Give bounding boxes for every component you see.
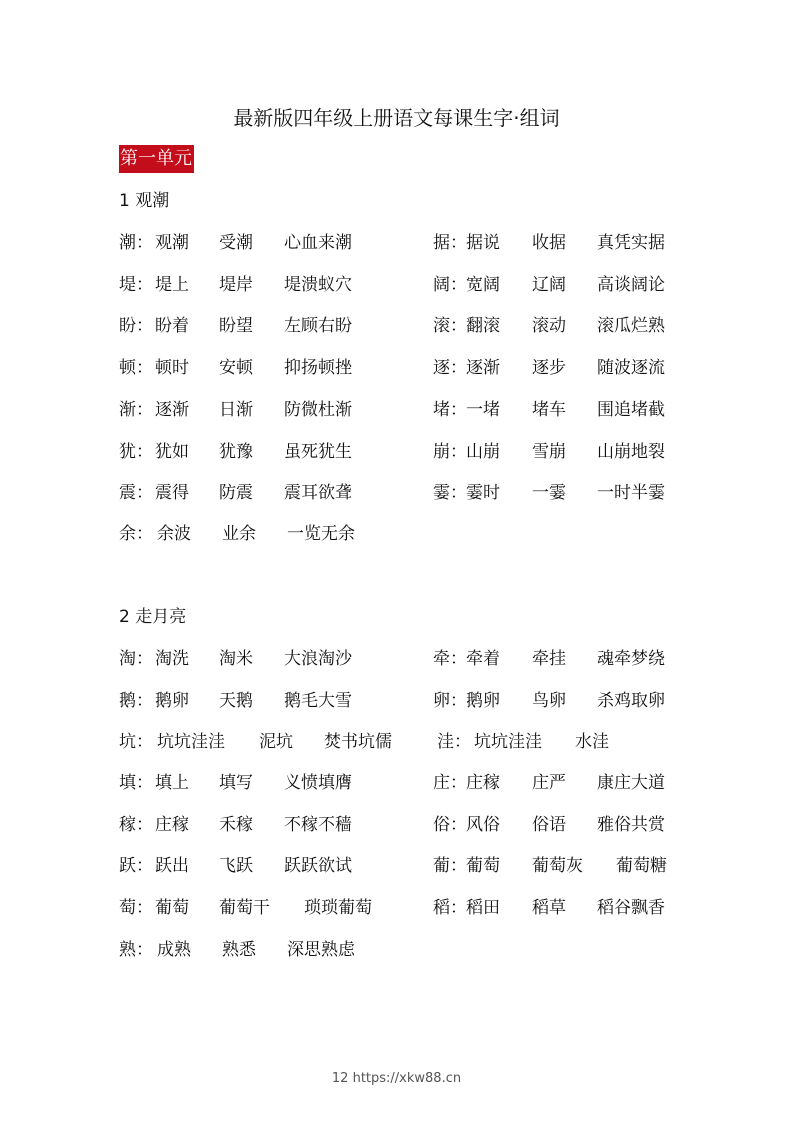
- entry-right-word: 翻滚: [466, 316, 500, 337]
- entry-right-char: 据：: [433, 233, 467, 253]
- entry-right-word: 一时半霎: [597, 483, 665, 504]
- entry-right-word: 稻田: [466, 898, 500, 919]
- entry-left-char: 稼：: [119, 814, 153, 835]
- entry-left-word: 填写: [219, 773, 253, 793]
- entry-left-word: 顿时: [155, 358, 189, 379]
- entry-right-char: 逐：: [433, 358, 467, 379]
- entry-right-word: 稻草: [532, 898, 566, 919]
- entry-left-word: 淘米: [219, 649, 253, 669]
- entry-left-word: 鹅卵: [155, 690, 189, 711]
- entry-right-char: 崩：: [433, 441, 467, 462]
- entry-right-word: 鸟卵: [532, 690, 566, 711]
- entry-right-char: 稻：: [433, 898, 467, 919]
- lesson-2-heading: 2 走月亮: [119, 607, 187, 627]
- entry-right-word: 滚动: [532, 316, 566, 337]
- entry-right-word: 辽阔: [532, 274, 566, 295]
- entry-right-word: 逐渐: [466, 358, 500, 379]
- entry-right-char: 庄：: [433, 773, 467, 793]
- entry-extra-word: 一览无余: [287, 524, 355, 544]
- entry-right-word: 一堵: [466, 399, 500, 420]
- entry-right-char: 牵：: [433, 649, 467, 669]
- entry-left-word: 震耳欲聋: [284, 483, 352, 504]
- entry-right-word: 山崩: [466, 441, 500, 462]
- entry-right-word: 滚瓜烂熟: [597, 316, 665, 337]
- entry-right-char: 卵：: [433, 690, 467, 711]
- entry-left-word: 跃出: [155, 856, 189, 877]
- entry-right-word: 宽阔: [466, 274, 500, 295]
- entry-left-char: 萄：: [119, 898, 153, 919]
- entry-left-word: 大浪淘沙: [284, 649, 352, 669]
- entry-left-char: 鹅：: [119, 690, 153, 711]
- entry-wide-word: 坑坑洼洼: [157, 732, 225, 752]
- entry-left-char: 顿：: [119, 358, 153, 379]
- entry-left-word: 葡萄: [155, 898, 189, 919]
- entry-extra-word: 业余: [222, 524, 256, 544]
- entry-left-char: 潮：: [119, 233, 153, 253]
- entry-right-word: 葡萄糖: [616, 856, 667, 877]
- entry-left-word: 葡萄干: [219, 898, 270, 919]
- entry-left-word: 禾稼: [219, 814, 253, 835]
- entry-left-word: 鹅毛大雪: [284, 690, 352, 711]
- entry-right-word: 随波逐流: [597, 358, 665, 379]
- entry-extra-char: 熟：: [119, 940, 153, 960]
- entry-right-char: 阔：: [433, 274, 467, 295]
- entry-right-word: 堵车: [532, 399, 566, 420]
- entry-left-char: 犹：: [119, 441, 153, 462]
- entry-right-char: 堵：: [433, 399, 467, 420]
- entry-left-word: 淘洗: [155, 649, 189, 669]
- entry-right-word: 庄稼: [466, 773, 500, 793]
- entry-left-word: 犹如: [155, 441, 189, 462]
- entry-right-word: 稻谷飘香: [597, 898, 665, 919]
- entry-left-word: 庄稼: [155, 814, 189, 835]
- page-title: 最新版四年级上册语文每课生字·组词: [233, 106, 560, 130]
- entry-right-char: 葡：: [433, 856, 467, 877]
- entry-left-word: 飞跃: [219, 856, 253, 877]
- entry-left-word: 安顿: [219, 358, 253, 379]
- entry-extra-char: 余：: [119, 524, 153, 544]
- entry-right-word: 收据: [532, 233, 566, 253]
- entry-left-word: 日渐: [219, 399, 253, 420]
- entry-extra-word: 熟悉: [222, 940, 256, 960]
- entry-left-word: 跃跃欲试: [284, 856, 352, 877]
- entry-left-word: 义愤填膺: [284, 773, 352, 793]
- entry-left-word: 逐渐: [155, 399, 189, 420]
- entry-left-char: 填：: [119, 773, 153, 793]
- entry-right-word: 真凭实据: [597, 233, 665, 253]
- entry-right-word: 牵挂: [532, 649, 566, 669]
- entry-left-word: 盼着: [155, 316, 189, 337]
- entry-left-word: 防震: [219, 483, 253, 504]
- entry-left-char: 盼：: [119, 316, 153, 337]
- entry-left-char: 堤：: [119, 274, 153, 295]
- entry-right-word: 据说: [466, 233, 500, 253]
- entry-left-char: 渐：: [119, 399, 153, 420]
- unit-label: 第一单元: [119, 145, 194, 173]
- entry-left-word: 盼望: [219, 316, 253, 337]
- entry-right-word: 霎时: [466, 483, 500, 504]
- entry-right-word: 风俗: [466, 814, 500, 835]
- entry-right-word: 高谈阔论: [597, 274, 665, 295]
- entry-extra-word: 余波: [157, 524, 191, 544]
- entry-right-char: 俗：: [433, 814, 467, 835]
- entry-right-word: 庄严: [532, 773, 566, 793]
- entry-wide-word: 泥坑: [259, 732, 293, 752]
- entry-wide-char: 洼：: [437, 732, 471, 752]
- entry-left-word: 心血来潮: [284, 233, 352, 253]
- entry-left-word: 填上: [155, 773, 189, 793]
- entry-left-word: 左顾右盼: [284, 316, 352, 337]
- entry-right-word: 魂牵梦绕: [597, 649, 665, 669]
- entry-left-word: 观潮: [155, 233, 189, 253]
- entry-left-word: 堤溃蚁穴: [284, 274, 352, 295]
- entry-right-word: 杀鸡取卵: [597, 690, 665, 711]
- entry-wide-word: 焚书坑儒: [324, 732, 392, 752]
- entry-right-char: 霎：: [433, 483, 467, 504]
- entry-right-word: 雪崩: [532, 441, 566, 462]
- entry-right-word: 康庄大道: [597, 773, 665, 793]
- entry-right-word: 葡萄: [466, 856, 500, 877]
- entry-left-char: 跃：: [119, 856, 153, 877]
- entry-right-word: 俗语: [532, 814, 566, 835]
- entry-left-char: 淘：: [119, 649, 153, 669]
- entry-left-word: 抑扬顿挫: [284, 358, 352, 379]
- entry-wide-char: 坑：: [119, 732, 153, 752]
- entry-left-char: 震：: [119, 483, 153, 504]
- entry-left-word: 堤岸: [219, 274, 253, 295]
- entry-wide-word: 水洼: [575, 732, 609, 752]
- entry-wide-word: 坑坑洼洼: [474, 732, 542, 752]
- entry-right-char: 滚：: [433, 316, 467, 337]
- entry-left-word: 防微杜渐: [284, 399, 352, 420]
- entry-right-word: 雅俗共赏: [597, 814, 665, 835]
- entry-right-word: 鹅卵: [466, 690, 500, 711]
- entry-right-word: 逐步: [532, 358, 566, 379]
- entry-left-word: 不稼不穑: [284, 814, 352, 835]
- entry-left-word: 虽死犹生: [284, 441, 352, 462]
- entry-left-word: 琐琐葡萄: [304, 898, 372, 919]
- entry-left-word: 震得: [155, 483, 189, 504]
- entry-right-word: 围追堵截: [597, 399, 665, 420]
- entry-extra-word: 深思熟虑: [287, 940, 355, 960]
- entry-left-word: 堤上: [155, 274, 189, 295]
- entry-right-word: 葡萄灰: [532, 856, 583, 877]
- entry-extra-word: 成熟: [157, 940, 191, 960]
- entry-right-word: 牵着: [466, 649, 500, 669]
- entry-left-word: 天鹅: [219, 690, 253, 711]
- entry-right-word: 山崩地裂: [597, 441, 665, 462]
- entry-left-word: 犹豫: [219, 441, 253, 462]
- entry-left-word: 受潮: [219, 233, 253, 253]
- page-footer: 12 https://xkw88.cn: [331, 1071, 462, 1086]
- lesson-1-heading: 1 观潮: [119, 191, 170, 211]
- entry-right-word: 一霎: [532, 483, 566, 504]
